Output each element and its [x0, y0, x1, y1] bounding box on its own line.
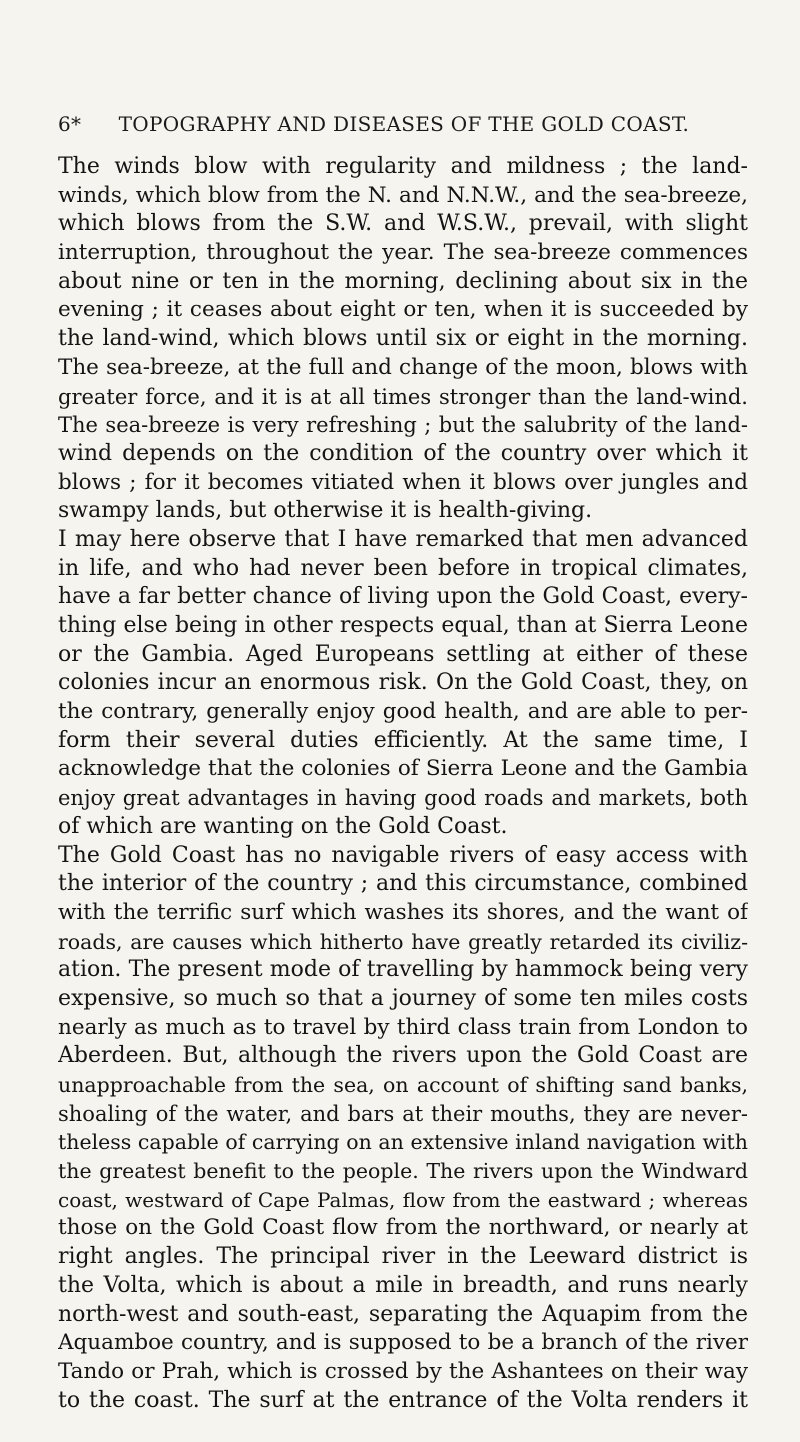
text-line: the greatest benefit to the people. The rivers upon the Windward	[58, 1159, 748, 1184]
text-line: ation. The present mode of travelling by hammock being very	[58, 957, 748, 983]
text-line: Aquamboe country, and is supposed to be a branch of the river	[58, 1330, 748, 1356]
text-line: acknowledge that the colonies of Sierra Leone and the Gambia	[58, 756, 748, 782]
text-line: have a far better chance of living upon the Gold Coast, every-	[58, 584, 748, 610]
page-number: 6*	[58, 112, 82, 136]
text-line: right angles. The principal river in the Leeward district is	[58, 1244, 748, 1270]
text-line: The sea-breeze, at the full and change of the moon, blows with	[58, 354, 748, 380]
text-line: Tando or Prah, which is crossed by the Ashantees on their way	[58, 1358, 748, 1384]
text-line: the land-wind, which blows until six or eight in the morning.	[58, 326, 748, 352]
text-line: to the coast. The surf at the entrance of the Volta renders it	[58, 1387, 748, 1413]
text-line: the contrary, generally enjoy good health, and are able to per-	[58, 699, 748, 725]
text-line: expensive, so much so that a journey of some ten miles costs	[58, 985, 748, 1011]
running-header	[58, 112, 748, 142]
text-line: unapproachable from the sea, on account of shifting sand banks,	[58, 1073, 748, 1097]
text-line: shoaling of the water, and bars at their mouths, they are never-	[58, 1101, 748, 1126]
text-line: thing else being in other respects equal, than at Sierra Leone	[58, 613, 748, 638]
text-line: greater force, and it is at all times stronger than the land-wind.	[58, 384, 748, 409]
text-line: coast, westward of Cape Palmas, flow from the eastward ; whereas	[58, 1187, 748, 1212]
text-line: about nine or ten in the morning, declining about six in the	[58, 268, 748, 294]
text-line: roads, are causes which hitherto have greatly retarded its civiliz-	[58, 929, 748, 954]
text-line: those on the Gold Coast flow from the northward, or nearly at	[58, 1215, 748, 1241]
text-line: Aberdeen. But, although the rivers upon the Gold Coast are	[58, 1043, 748, 1069]
text-line: wind depends on the condition of the country over which it	[58, 440, 748, 466]
text-line: evening ; it ceases about eight or ten, when it is succeeded by	[58, 297, 748, 323]
text-line: The sea-breeze is very refreshing ; but the salubrity of the land-	[58, 413, 748, 438]
text-line: which blows from the S.W. and W.S.W., prevail, with slight	[58, 211, 748, 237]
text-line: colonies incur an enormous risk. On the Gold Coast, they, on	[58, 670, 748, 696]
text-line: nearly as much as to travel by third class train from London to	[58, 1014, 748, 1040]
text-line: the interior of the country ; and this circumstance, combined	[58, 871, 748, 897]
text-line: winds, which blow from the N. and N.N.W., and the sea-breeze,	[58, 182, 748, 208]
text-line: The Gold Coast has no navigable rivers of easy access with	[58, 842, 748, 868]
text-line: swampy lands, but otherwise it is health-giving.	[58, 498, 593, 524]
text-line: form their several duties efficiently. At the same time, I	[58, 727, 748, 753]
text-line: or the Gambia. Aged Europeans settling at either of these	[58, 641, 748, 667]
text-line: theless capable of carrying on an extensive inland navigation with	[58, 1130, 748, 1155]
text-line: blows ; for it becomes vitiated when it blows over jungles and	[58, 469, 748, 495]
text-line: I may here observe that I have remarked that men advanced	[58, 526, 748, 552]
text-line: enjoy great advantages in having good roads and markets, both	[58, 786, 748, 811]
text-line: with the terrific surf which washes its shores, and the want of	[58, 899, 748, 925]
text-line: The winds blow with regularity and mildness ; the land-	[58, 154, 748, 179]
text-line: north-west and south-east, separating the Aquapim from the	[58, 1301, 748, 1327]
text-line: in life, and who had never been before in tropical climates,	[58, 555, 748, 581]
running-title: TOPOGRAPHY AND DISEASES OF THE GOLD COAST.	[118, 112, 690, 136]
text-line: interruption, throughout the year. The sea-breeze commences	[58, 240, 748, 266]
text-line: of which are wanting on the Gold Coast.	[58, 813, 508, 839]
body-text	[58, 153, 748, 1415]
text-line: the Volta, which is about a mile in breadth, and runs nearly	[58, 1272, 748, 1298]
